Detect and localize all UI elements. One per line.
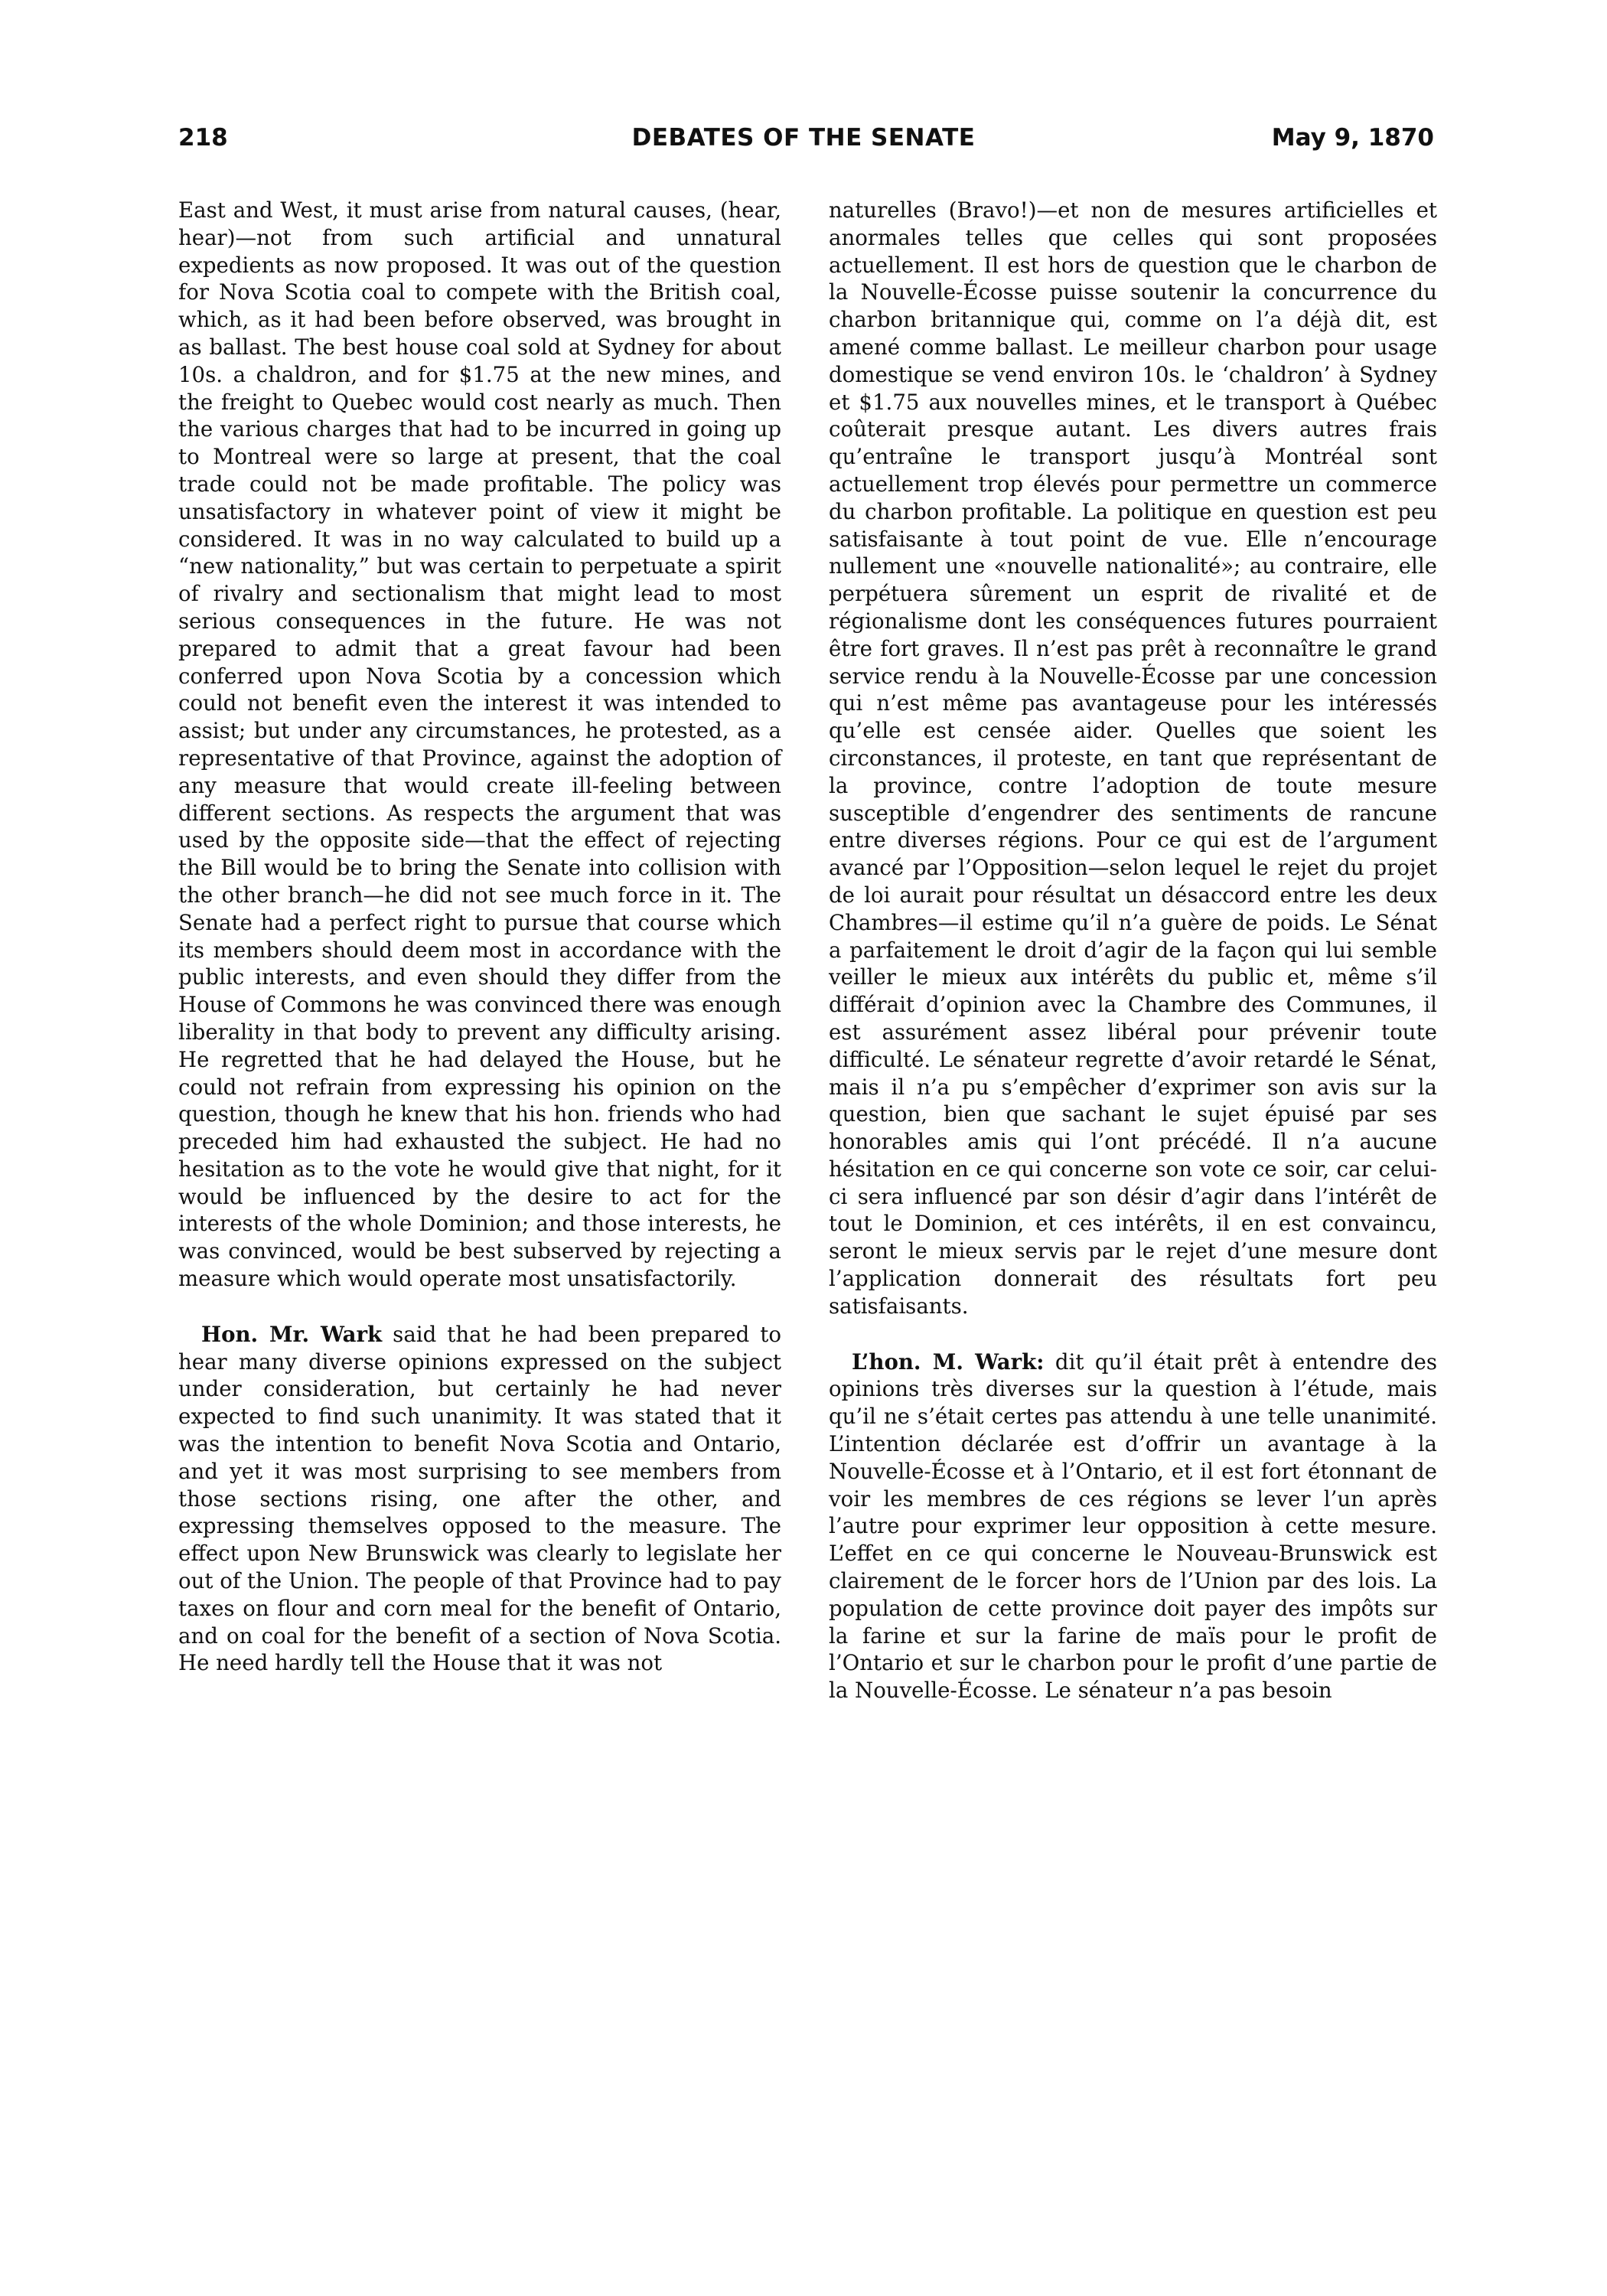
header-date: May 9, 1870 — [1271, 124, 1434, 152]
paragraph-text: dit qu’il était prêt à entendre des opinions très diverses sur la question à l’étude, mais qu’il ne s’était certes pas attendu à une telle unanimité. L’intention déclarée est d’offrir un avantage à la Nouvelle-Écosse et à l’Ontario, et il est fort étonnant de voir les membres de ces régions se lever l’un après l’autre pour exprimer leur opposition à cette mesure. L’effet en ce qui concerne le Nouveau-Brunswick est clairement de le forcer hors de l’Union par des lois. La population de cette province doit payer des impôts sur la farine et sur la farine de maïs pour le profit de l’Ontario et sur le charbon pour le profit d’une partie de la Nouvelle-Écosse. Le sénateur n’a pas besoin — [829, 1349, 1437, 1704]
english-column — [178, 197, 781, 1677]
english-paragraph-wark — [178, 1321, 781, 1677]
speaker-name: Hon. Mr. Wark — [201, 1321, 383, 1347]
page-number: 218 — [178, 124, 228, 152]
running-title: DEBATES OF THE SENATE — [631, 124, 976, 152]
english-paragraph-continued: East and West, it must arise from natural causes, (hear, hear)—not from such artificial and unnatural expedients as now proposed. It was out of the question for Nova Scotia coal to compete with the British coal, which, as it had been before observed, was brought in as ballast. The best house coal sold at Sydney for about 10s. a chaldron, and for $1.75 at the new mines, and the freight to Quebec would cost nearly as much. Then the various charges that had to be incurred in going up to Montreal were so large at present, that the coal trade could not be made profitable. The policy was unsatisfactory in whatever point of view it might be considered. It was in no way calculated to build up a “new nationality,” but was certain to perpetuate a spirit of rivalry and sectionalism that might lead to most serious consequences in the future. He was not prepared to admit that a great favour had been conferred upon Nova Scotia by a concession which could not benefit even the interest it was intended to assist; but under any circumstances, he protested, as a representative of that Province, against the adoption of any measure that would create ill-feeling between different sections. As respects the argument that was used by the opposite side—that the effect of rejecting the Bill would be to bring the Senate into collision with the other branch—he did not see much force in it. The Senate had a perfect right to pursue that course which its members should deem most in accordance with the public interests, and even should they differ from the House of Commons he was convinced there was enough liberality in that body to prevent any difficulty arising. He regretted that he had delayed the House, but he could not refrain from expressing his opinion on the question, though he knew that his hon. friends who had preceded him had exhausted the subject. He had no hesitation as to the vote he would give that night, for it would be influenced by the desire to act for the interests of the whole Dominion; and those interests, he was convinced, would be best subserved by rejecting a measure which would operate most unsatisfactorily. — [178, 197, 781, 1292]
speaker-name: L’hon. M. Wark: — [852, 1349, 1045, 1375]
page-header — [0, 124, 1607, 162]
french-paragraph-continued: naturelles (Bravo!)—et non de mesures artificielles et anormales telles que celles qui sont proposées actuellement. Il est hors de question que le charbon de la Nouvelle-Écosse puisse soutenir la concurrence du charbon britannique qui, comme on l’a déjà dit, est amené comme ballast. Le meilleur charbon pour usage domestique se vend environ 10s. le ‘chaldron’ à Sydney et $1.75 aux nouvelles mines, et le transport à Québec coûterait presque autant. Les divers autres frais qu’entraîne le transport jusqu’à Montréal sont actuellement trop élevés pour permettre un commerce du charbon profitable. La politique en question est peu satisfaisante à tout point de vue. Elle n’encourage nullement une «nouvelle nationalité»; au contraire, elle perpétuera sûrement un esprit de rivalité et de régionalisme dont les conséquences futures pourraient être fort graves. Il n’est pas prêt à reconnaître le grand service rendu à la Nouvelle-Écosse par une concession qui n’est même pas avantageuse pour les intéressés qu’elle est censée aider. Quelles que soient les circonstances, il proteste, en tant que représentant de la province, contre l’adoption de toute mesure susceptible d’engendrer des sentiments de rancune entre diverses régions. Pour ce qui est de l’argument avancé par l’Opposition—selon lequel le rejet du projet de loi aurait pour résultat un désaccord entre les deux Chambres—il estime qu’il n’a guère de poids. Le Sénat a parfaitement le droit d’agir de la façon qui lui semble veiller le mieux aux intérêts du public et, même s’il différait d’opinion avec la Chambre des Communes, il est assurément assez libéral pour prévenir toute difficulté. Le sénateur regrette d’avoir retardé le Sénat, mais il n’a pu s’empêcher d’exprimer son avis sur la question, bien que sachant le sujet épuisé par ses honorables amis qui l’ont précédé. Il n’a aucune hésitation en ce qui concerne son vote ce soir, car celui-ci sera influencé par son désir d’agir dans l’intérêt de tout le Dominion, et ces intérêts, il en est convaincu, seront le mieux servis par le rejet d’une mesure dont l’application donnerait des résultats fort peu satisfaisants. — [829, 197, 1437, 1319]
paragraph-text: said that he had been prepared to hear many diverse opinions expressed on the subject under consideration, but certainly he had never expected to find such unanimity. It was stated that it was the intention to benefit Nova Scotia and Ontario, and yet it was most surprising to see members from those sections rising, one after the other, and expressing themselves opposed to the measure. The effect upon New Brunswick was clearly to legislate her out of the Union. The people of that Province had to pay taxes on flour and corn meal for the benefit of Ontario, and on coal for the benefit of a section of Nova Scotia. He need hardly tell the House that it was not — [178, 1321, 782, 1676]
french-column — [829, 197, 1437, 1704]
french-paragraph-wark — [829, 1349, 1437, 1704]
